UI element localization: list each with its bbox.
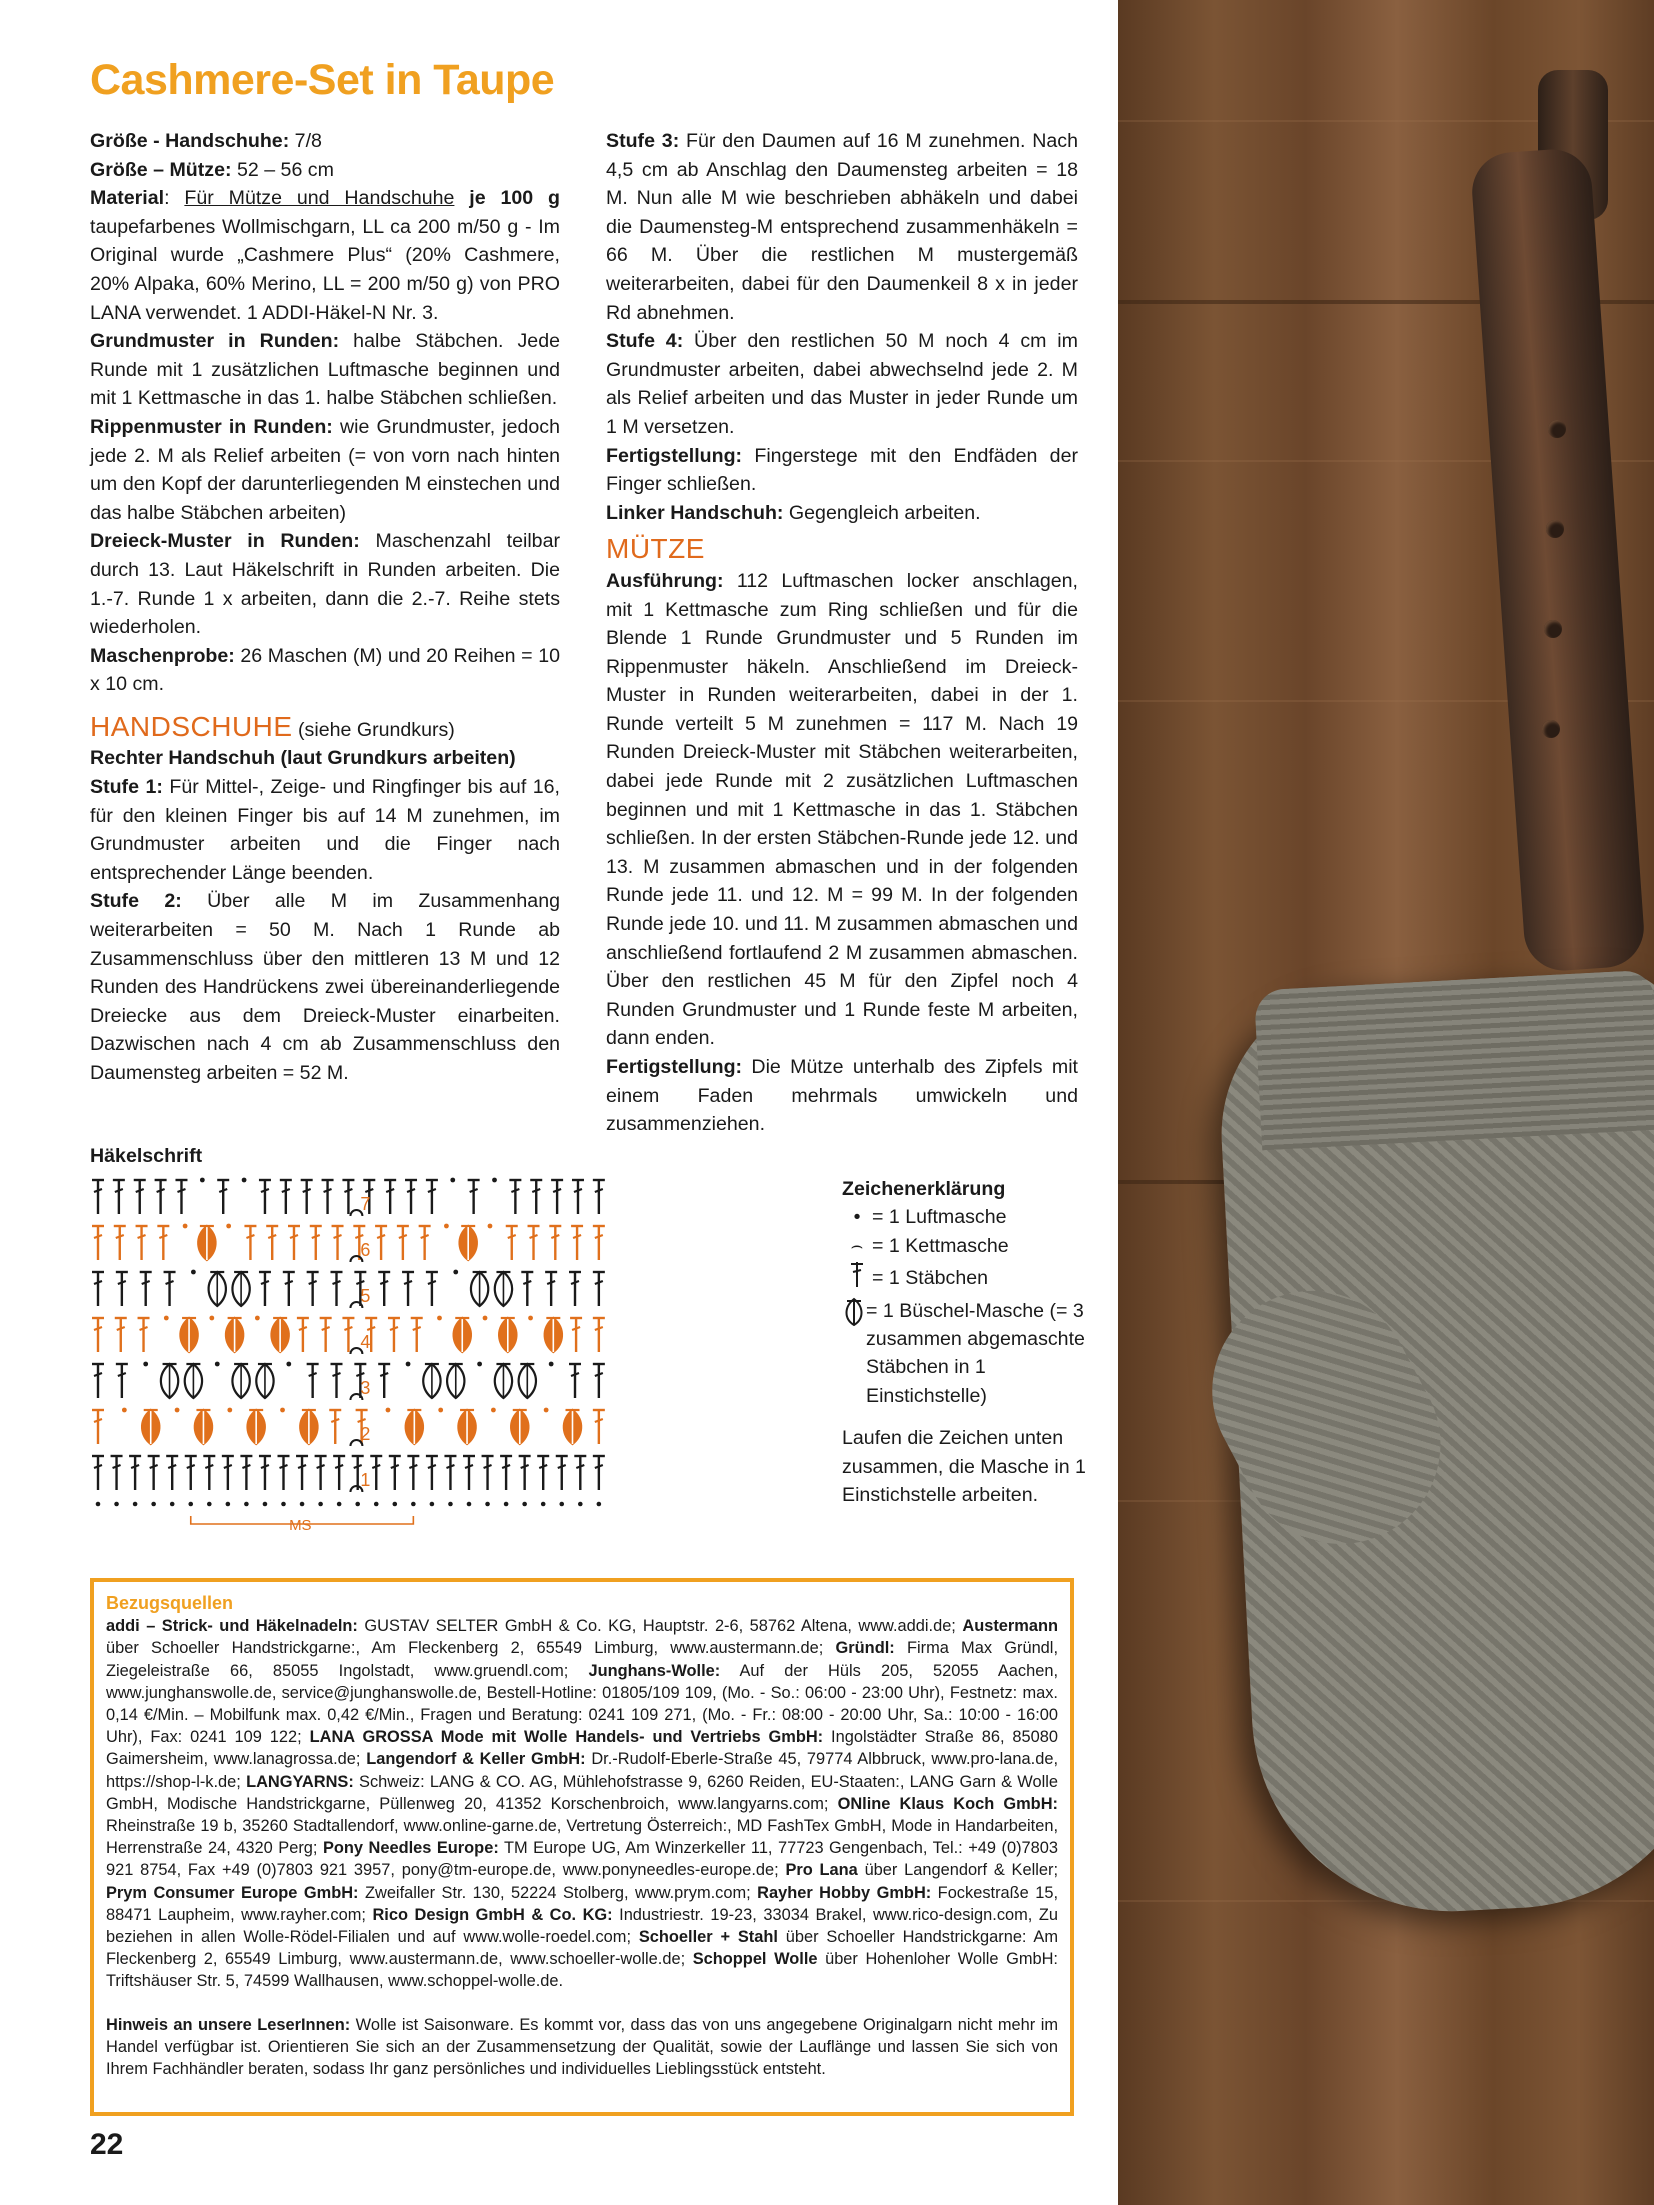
double-crochet-bar xyxy=(399,1235,407,1238)
foundation-chain-dot xyxy=(114,1502,119,1507)
source-name: Langendorf & Keller GmbH: xyxy=(366,1750,586,1769)
chain-dot-mark xyxy=(453,1270,458,1275)
row-number-label: 3 xyxy=(360,1378,371,1398)
source-details: Ingolstädter Straße 86, 85080 Gaimersheim, www.lanagrossa.de; xyxy=(106,1728,1058,1769)
double-crochet-bar xyxy=(117,1327,125,1330)
double-crochet-bar xyxy=(94,1419,102,1422)
double-crochet-bar xyxy=(428,1189,436,1192)
double-crochet-bar xyxy=(335,1465,343,1468)
legend-title: Zeichenerklärung xyxy=(842,1178,1006,1200)
double-crochet-bar xyxy=(553,1189,561,1192)
double-crochet-bar xyxy=(168,1465,176,1468)
slip-stitch-icon: ⌢ xyxy=(850,1234,864,1257)
double-crochet-bar xyxy=(303,1189,311,1192)
double-crochet-bar xyxy=(521,1465,529,1468)
double-crochet-bar xyxy=(404,1281,412,1284)
double-crochet-bar xyxy=(118,1281,126,1284)
double-crochet-bar xyxy=(595,1373,603,1376)
double-crochet-bar xyxy=(282,1189,290,1192)
fertigstellung-handschuh: Fertigstellung: Fingerstege mit den Endfäden der Finger schließen. xyxy=(606,444,1078,496)
row-number-label: 5 xyxy=(360,1286,371,1306)
chart-title: Häkelschrift xyxy=(90,1145,203,1167)
double-crochet-bar xyxy=(157,1189,165,1192)
chain-dot-mark xyxy=(280,1408,285,1413)
chain-dot-mark xyxy=(164,1316,169,1321)
chain-dot-mark xyxy=(438,1408,443,1413)
source-name: Pony Needles Europe: xyxy=(322,1839,499,1858)
double-crochet-bar xyxy=(312,1235,320,1238)
chain-dot-mark xyxy=(143,1362,148,1367)
maschenprobe: Maschenprobe: 26 Maschen (M) und 20 Reihen = 10 x 10 cm. xyxy=(90,644,560,696)
source-name: Junghans-Wolle: xyxy=(588,1661,721,1680)
chain-dot-mark xyxy=(183,1224,188,1229)
double-crochet-bar xyxy=(421,1235,429,1238)
foundation-chain-dot xyxy=(133,1502,138,1507)
double-crochet-bar xyxy=(573,1235,581,1238)
double-crochet-bar xyxy=(595,1189,603,1192)
row-number-label: 1 xyxy=(360,1470,371,1490)
legend-item-slip: ⌢ = 1 Kettmasche xyxy=(842,1232,1112,1260)
foundation-chain-dot xyxy=(96,1502,101,1507)
double-crochet-bar xyxy=(367,1327,375,1330)
source-details: GUSTAV SELTER GmbH & Co. KG, Hauptstr. 2-6, 58762 Altena, www.addi.de; xyxy=(357,1617,963,1636)
legend-note: Laufen die Zeichen unten zusammen, die Masche in 1 Einstichstelle arbeiten. xyxy=(842,1427,1086,1507)
double-crochet-bar xyxy=(428,1465,436,1468)
source-name: Prym Consumer Europe GmbH: xyxy=(106,1883,359,1902)
foundation-chain-dot xyxy=(541,1502,546,1507)
column-right xyxy=(606,127,1078,1139)
double-crochet-bar xyxy=(571,1281,579,1284)
chain-dot-mark xyxy=(255,1316,260,1321)
double-crochet-bar xyxy=(242,1465,250,1468)
double-crochet-bar xyxy=(407,1189,415,1192)
reader-note: Hinweis an unsere LeserInnen: Wolle ist Saisonware. Es kommt vor, dass das von uns angegebene Originalgarn nicht mehr im Handel verfügbar ist. Orientieren Sie sich an der Zusammensetzung der Qualität, sowie der Lauflänge und lassen Sie sich von Ihrem Fachhändler beraten, sodass Ihr ganz persönliches und individuelles Lieblingsstück entsteht. xyxy=(106,2015,1058,2079)
page-title: Cashmere-Set in Taupe xyxy=(90,56,555,104)
double-crochet-bar xyxy=(539,1465,547,1468)
source-details: Zweifaller Str. 130, 52224 Stolberg, www.prym.com; xyxy=(358,1883,758,1902)
foundation-chain-dot xyxy=(318,1502,323,1507)
double-crochet-bar xyxy=(465,1465,473,1468)
double-crochet-bar xyxy=(377,1235,385,1238)
source-name: LANGYARNS: xyxy=(246,1772,354,1791)
double-crochet-bar xyxy=(530,1235,538,1238)
double-crochet-bar xyxy=(484,1465,492,1468)
rippenmuster: Rippenmuster in Runden: wie Grundmuster, jedoch jede 2. M als Relief arbeiten (= von vorn nach hinten um den Kopf der darunterliegenden M einstechen und das halbe Stäbchen arbeiten) xyxy=(90,415,561,524)
double-crochet-bar xyxy=(470,1189,478,1192)
material: Material: Für Mütze und Handschuhe je 100 g taupefarbenes Wollmischgarn, LL ca 200 m/50 g - Im Original wurde „Cashmere Plus“ (20% Cashmere, 20% Alpaka, 60% Merino, LL = 200 m/50 g) von PRO LANA verwendet. 1 ADDI-Häkel-N Nr. 3. xyxy=(90,187,560,324)
chain-dot-mark xyxy=(122,1408,127,1413)
double-crochet-bar xyxy=(298,1465,306,1468)
row-number-label: 6 xyxy=(360,1240,371,1260)
linker-handschuh: Linker Handschuh: Gegengleich arbeiten. xyxy=(606,501,981,524)
sources-box xyxy=(90,1578,1074,2116)
chain-dot-mark xyxy=(492,1178,497,1183)
chain-dot-mark xyxy=(488,1224,493,1229)
double-crochet-bar xyxy=(94,1189,102,1192)
foundation-chain-dot xyxy=(170,1502,175,1507)
foundation-chain-dot xyxy=(355,1502,360,1507)
foundation-chain-dot xyxy=(597,1502,602,1507)
source-name: addi – Strick- und Häkelnadeln: xyxy=(106,1617,358,1636)
double-crochet-bar xyxy=(118,1373,126,1376)
chain-dot-mark xyxy=(491,1408,496,1413)
legend-item-cluster: = 1 Büschel-Masche (= 3 zusammen abgemaschte Stäbchen in 1 Einstichstelle) xyxy=(842,1297,1112,1411)
double-crochet-bar xyxy=(446,1465,454,1468)
double-crochet-bar xyxy=(299,1327,307,1330)
source-name: Gründl: xyxy=(835,1639,895,1658)
double-crochet-bar xyxy=(344,1189,352,1192)
chain-dot-mark xyxy=(528,1316,533,1321)
double-crochet-bar xyxy=(576,1465,584,1468)
chain-dot-mark xyxy=(227,1408,232,1413)
foundation-chain-dot xyxy=(337,1502,342,1507)
double-crochet-bar xyxy=(356,1281,364,1284)
source-details: über Langendorf & Keller; xyxy=(857,1861,1058,1880)
double-crochet-bar xyxy=(372,1465,380,1468)
double-crochet-bar xyxy=(94,1235,102,1238)
chain-dot-mark xyxy=(226,1224,231,1229)
foundation-chain-dot xyxy=(522,1502,527,1507)
dreieck-muster: Dreieck-Muster in Runden: Maschenzahl teilbar durch 13. Laut Häkelschrift in Runden arbeiten. Die 1.-7. Runde 1 x arbeiten, dann die 2.-7. Reihe stets wiederholen. xyxy=(90,530,560,639)
source-details: TM Europe UG, Am Winzerkeller 11, 77723 Gengenbach, Tel.: +49 (0)7803 921 8754, Fax +49 (0)7803 921 3957, pony@tm-europe.de, www.ponyneedles-europe.de; xyxy=(106,1839,1058,1880)
double-crochet-bar xyxy=(177,1189,185,1192)
foundation-chain-dot xyxy=(226,1502,231,1507)
stufe-4: Stufe 4: Über den restlichen 50 M noch 4 cm im Grundmuster arbeiten, dabei abwechselnd jede 2. M als Relief arbeiten und das Muster in jeder Runde um 1 M versetzen. xyxy=(606,330,1078,438)
double-crochet-bar xyxy=(523,1281,531,1284)
foundation-chain-dot xyxy=(188,1502,193,1507)
double-crochet-bar xyxy=(572,1327,580,1330)
foundation-chain-dot xyxy=(430,1502,435,1507)
fertigstellung-muetze: Fertigstellung: Die Mütze unterhalb des Zipfels mit einem Faden mehrmals umwickeln und zusammenziehen. xyxy=(606,1056,1078,1136)
double-crochet-bar xyxy=(309,1373,317,1376)
row-number-label: 7 xyxy=(360,1194,371,1214)
double-crochet-bar xyxy=(261,1465,269,1468)
rivet xyxy=(1548,420,1566,438)
chain-dot-mark xyxy=(406,1362,411,1367)
chain-dot-mark xyxy=(191,1270,196,1275)
double-crochet-bar xyxy=(187,1465,195,1468)
foundation-chain-dot xyxy=(467,1502,472,1507)
source-details: Schweiz: LANG & CO. AG, Mühlehofstrasse 9, 6260 Reiden, EU-Staaten:, LANG Garn & Wolle GmbH, Modische Handstrickgarne, Püllenweg 20, 41352 Korschenbroich, www.langyarns.com; xyxy=(106,1772,1058,1813)
chain-dot-mark xyxy=(215,1362,220,1367)
source-details: Industriestr. 19-23, 33034 Brakel, www.rico-design.com, Zu beziehen in allen Wolle-Rödel-Filialen und auf www.wolle-roedel.com; xyxy=(106,1905,1059,1947)
double-crochet-bar xyxy=(322,1327,330,1330)
stufe-2: Stufe 2: Über alle M im Zusammenhang weiterarbeiten = 50 M. Nach 1 Runde ab Zusammenschluss über den mittleren 13 M und 12 Runden des Handrückens zwei übereinanderliegende Dreiecke aus dem Dreieck-Muster einarbeiten. Dazwischen nach 4 cm ab Zusammenschluss den Daumensteg arbeiten = 52 M. xyxy=(90,890,560,1084)
source-details: Fockestraße 15, 88471 Laupheim, www.rayher.com; xyxy=(106,1883,1059,1924)
chain-dot-mark xyxy=(544,1408,549,1413)
double-crochet-bar xyxy=(571,1373,579,1376)
sources-title: Bezugsquellen xyxy=(106,1593,234,1613)
chain-dot-mark xyxy=(437,1316,442,1321)
foundation-chain-dot xyxy=(374,1502,379,1507)
double-crochet-bar xyxy=(94,1281,102,1284)
foundation-chain-dot xyxy=(393,1502,398,1507)
double-crochet-bar xyxy=(261,1281,269,1284)
double-crochet-bar xyxy=(205,1465,213,1468)
chain-dot-mark xyxy=(242,1178,247,1183)
double-crochet-bar xyxy=(268,1235,276,1238)
chart-legend xyxy=(842,1175,1112,1509)
rivet xyxy=(1542,720,1560,738)
double-crochet-bar xyxy=(409,1465,417,1468)
double-crochet-bar xyxy=(386,1189,394,1192)
double-crochet-bar xyxy=(334,1235,342,1238)
foundation-chain-dot xyxy=(263,1502,268,1507)
double-crochet-bar xyxy=(595,1465,603,1468)
rivet xyxy=(1546,520,1564,538)
source-name: LANA GROSSA Mode mit Wolle Handels- und Vertriebs GmbH: xyxy=(309,1728,824,1747)
chain-dot-mark xyxy=(386,1408,391,1413)
chain-dot-mark xyxy=(483,1316,488,1321)
double-crochet-bar xyxy=(344,1327,352,1330)
double-crochet-bar xyxy=(224,1465,232,1468)
source-details: über Schoeller Handstrickgarne: Am Fleckenberg 2, 65549 Limburg, www.austermann.de, www.schoeller-wolle.de; xyxy=(106,1928,1059,1969)
double-crochet-bar xyxy=(390,1327,398,1330)
source-details: über Hohenloher Wolle GmbH: Triftshäuser Str. 5, 74599 Wallhausen, www.schoppel-wolle.de. xyxy=(106,1950,1058,1991)
source-name: ONline Klaus Koch GmbH: xyxy=(837,1794,1058,1813)
chain-dot-mark xyxy=(477,1362,482,1367)
chain-dot-mark xyxy=(444,1224,449,1229)
size-gloves: Größe - Handschuhe: 7/8 xyxy=(90,130,322,152)
double-crochet-bar xyxy=(547,1281,555,1284)
double-crochet-bar xyxy=(595,1235,603,1238)
double-crochet-bar xyxy=(142,1281,150,1284)
source-details: Rheinstraße 19 b, 35260 Stadtallendorf, www.online-garne.de, Vertretung Österreich:, MD FashTex GmbH, Mode in Handarbeiten, Herrenstraße 24, 4320 Perg; xyxy=(106,1817,1058,1858)
double-crochet-bar xyxy=(94,1373,102,1376)
double-crochet-bar xyxy=(595,1281,603,1284)
double-crochet-bar xyxy=(331,1419,339,1422)
double-crochet-bar xyxy=(356,1373,364,1376)
double-crochet-bar xyxy=(166,1281,174,1284)
double-crochet-bar xyxy=(131,1465,139,1468)
foundation-chain-dot xyxy=(448,1502,453,1507)
source-name: Pro Lana xyxy=(785,1861,858,1880)
iron-hinge xyxy=(1470,147,1647,973)
row-number-label: 4 xyxy=(360,1332,371,1352)
double-crochet-bar xyxy=(502,1465,510,1468)
glove-cuff xyxy=(1254,970,1654,1151)
double-crochet-bar xyxy=(150,1465,158,1468)
ausfuehrung: Ausführung: 112 Luftmaschen locker anschlagen, mit 1 Kettmasche zum Ring schließen und für die Blende 1 Runde Grundmuster und 5 Runden im Rippenmuster häkeln. Anschließend im Dreieck-Muster in Runden weiterarbeiten, dabei in der 1. Runde verteilt 5 M zunehmen = 117 M. Nach 19 Runden Dreieck-Muster mit Stäbchen weiterarbeiten, dabei jede Runde mit 2 zusätzlichen Luftmaschen beginnen und mit 1 Kettmasche in das 1. Stäbchen schließen. In der ersten Stäbchen-Runde jede 12. und 13. M zusammen abmaschen und in der folgenden Runde jede 11. und 12. M = 99 M. In der folgenden Runde jede 10. und 11. M zusammen abmaschen und anschließend fortlaufend 2 M zusammen abmaschen. Über den restlichen 45 M für den Zipfel noch 4 Runden Grundmuster und 1 Runde feste M arbeiten, dann enden. xyxy=(606,569,1078,1050)
rivet xyxy=(1544,620,1562,638)
glove-thumb xyxy=(1177,1256,1476,1579)
glove-photo xyxy=(1118,0,1654,2205)
double-crochet-bar xyxy=(413,1327,421,1330)
column-left xyxy=(90,127,560,1088)
double-crochet-bar xyxy=(354,1465,362,1468)
stufe-3: Stufe 3: Für den Daumen auf 16 M zunehmen. Nach 4,5 cm ab Anschlag den Daumensteg arbeiten = 18 M. Nun alle M wie beschrieben abhäkeln und dabei die Daumensteg-M entsprechend zusammenhäkeln = 66 M. Über die restlichen M mustergemäß weiterarbeiten, dabei für den Daumenkeil 8 x in jeder Rd abnehmen. xyxy=(606,130,1078,324)
source-name: Rico Design GmbH & Co. KG: xyxy=(372,1905,613,1924)
double-crochet-bar xyxy=(595,1419,603,1422)
double-crochet-bar xyxy=(94,1465,102,1468)
stufe-1: Stufe 1: Für Mittel-, Zeige- und Ringfinger bis auf 16, für den kleinen Finger bis auf 14 M zunehmen, im Grundmuster arbeiten und die Finger nach entsprechender Länge beenden. xyxy=(90,776,560,884)
chain-dot-mark xyxy=(175,1408,180,1413)
legend-item-chain: • = 1 Luftmasche xyxy=(842,1203,1112,1231)
foundation-chain-dot xyxy=(485,1502,490,1507)
foundation-chain-dot xyxy=(559,1502,564,1507)
double-crochet-bar xyxy=(136,1189,144,1192)
double-crochet-bar xyxy=(94,1327,102,1330)
double-crochet-bar xyxy=(380,1281,388,1284)
double-crochet-bar xyxy=(309,1281,317,1284)
crochet-chart xyxy=(88,1172,818,1556)
double-crochet-bar xyxy=(428,1281,436,1284)
double-crochet-bar xyxy=(317,1465,325,1468)
double-crochet-bar xyxy=(532,1189,540,1192)
double-crochet-bar xyxy=(380,1373,388,1376)
double-crochet-bar xyxy=(116,1235,124,1238)
double-crochet-bar xyxy=(219,1189,227,1192)
source-details: Dr.-Rudolf-Eberle-Straße 45, 79774 Albbruck, www.pro-lana.de, https://shop-l-k.de; xyxy=(106,1750,1058,1791)
source-name: Schoeller + Stahl xyxy=(638,1928,778,1947)
foundation-chain-dot xyxy=(281,1502,286,1507)
source-name: Rayher Hobby GmbH: xyxy=(757,1883,932,1902)
foundation-chain-dot xyxy=(300,1502,305,1507)
crochet-glove xyxy=(1214,969,1654,1922)
double-crochet-bar xyxy=(324,1189,332,1192)
grundmuster: Grundmuster in Runden: halbe Stäbchen. Jede Runde mit 1 zusätzlichen Luftmasche beginnen und mit 1 Kettmasche in das 1. halbe Stäbchen schließen. xyxy=(90,330,560,410)
sources-list xyxy=(106,1615,1058,1992)
foundation-chain-dot xyxy=(207,1502,212,1507)
double-crochet-bar xyxy=(508,1235,516,1238)
double-crochet-bar xyxy=(138,1235,146,1238)
double-crochet-bar xyxy=(574,1189,582,1192)
double-crochet-bar xyxy=(140,1327,148,1330)
double-crochet-bar xyxy=(333,1281,341,1284)
section-muetze: MÜTZE xyxy=(606,533,705,565)
double-crochet-bar xyxy=(113,1465,121,1468)
chain-stitch-icon: • xyxy=(853,1206,861,1229)
double-crochet-bar xyxy=(595,1327,603,1330)
double-crochet-bar xyxy=(280,1465,288,1468)
source-details: Auf der Hüls 205, 52055 Aachen, www.junghanswolle.de, service@junghanswolle.de, Bestell-Hotline: 01805/109 109, (Mo. - So.: 06:00 - 23:00 Uhr), Festnetz: max. 0,14 €/Min. – Mobilfunk max. 0,42 €/Min., Fragen und Beratung: 0241 109 271, (Mo. - Fr.: 08:00 - 20:00 Uhr, Sa.: 10:00 - 16:00 Uhr), Fax: 0241 109 122; xyxy=(106,1661,1059,1747)
double-crochet-bar xyxy=(391,1465,399,1468)
chain-dot-mark xyxy=(450,1178,455,1183)
source-details: über Schoeller Handstrickgarne:, Am Fleckenberg 2, 65549 Limburg, www.austermann.de; xyxy=(106,1639,836,1658)
double-crochet-bar xyxy=(115,1189,123,1192)
foundation-chain-dot xyxy=(504,1502,509,1507)
double-crochet-bar xyxy=(365,1189,373,1192)
double-crochet-bar xyxy=(358,1419,366,1422)
row-number-label: 2 xyxy=(360,1424,371,1444)
double-crochet-bar xyxy=(159,1235,167,1238)
chain-dot-mark xyxy=(286,1362,291,1367)
chain-dot-mark xyxy=(209,1316,214,1321)
legend-item-dc: = 1 Stäbchen xyxy=(842,1260,1112,1296)
rechter-handschuh: Rechter Handschuh (laut Grundkurs arbeiten) xyxy=(90,747,516,770)
foundation-chain-dot xyxy=(151,1502,156,1507)
double-crochet-bar xyxy=(558,1465,566,1468)
source-details: Firma Max Gründl, Ziegeleistraße 66, 85055 Ingolstadt, www.gruendl.com; xyxy=(106,1639,1058,1680)
foundation-chain-dot xyxy=(578,1502,583,1507)
cluster-stitch-icon xyxy=(842,1297,866,1335)
double-crochet-bar xyxy=(355,1235,363,1238)
size-hat: Größe – Mütze: 52 – 56 cm xyxy=(90,158,334,181)
source-name: Austermann xyxy=(962,1617,1058,1636)
foundation-chain-dot xyxy=(244,1502,249,1507)
double-crochet-bar xyxy=(333,1373,341,1376)
repeat-label: MS xyxy=(289,1517,312,1534)
double-crochet-bar xyxy=(290,1235,298,1238)
foundation-chain-dot xyxy=(411,1502,416,1507)
double-crochet-bar xyxy=(261,1189,269,1192)
double-crochet-bar xyxy=(511,1189,519,1192)
chain-dot-mark xyxy=(549,1362,554,1367)
double-crochet-bar xyxy=(551,1235,559,1238)
source-name: Schoppel Wolle xyxy=(692,1950,818,1969)
double-crochet-bar xyxy=(246,1235,254,1238)
section-handschuhe: HANDSCHUHE (siehe Grundkurs) xyxy=(90,710,455,742)
page-number: 22 xyxy=(90,2128,124,2161)
double-crochet-bar xyxy=(285,1281,293,1284)
chain-dot-mark xyxy=(200,1178,205,1183)
double-crochet-icon xyxy=(842,1260,872,1296)
